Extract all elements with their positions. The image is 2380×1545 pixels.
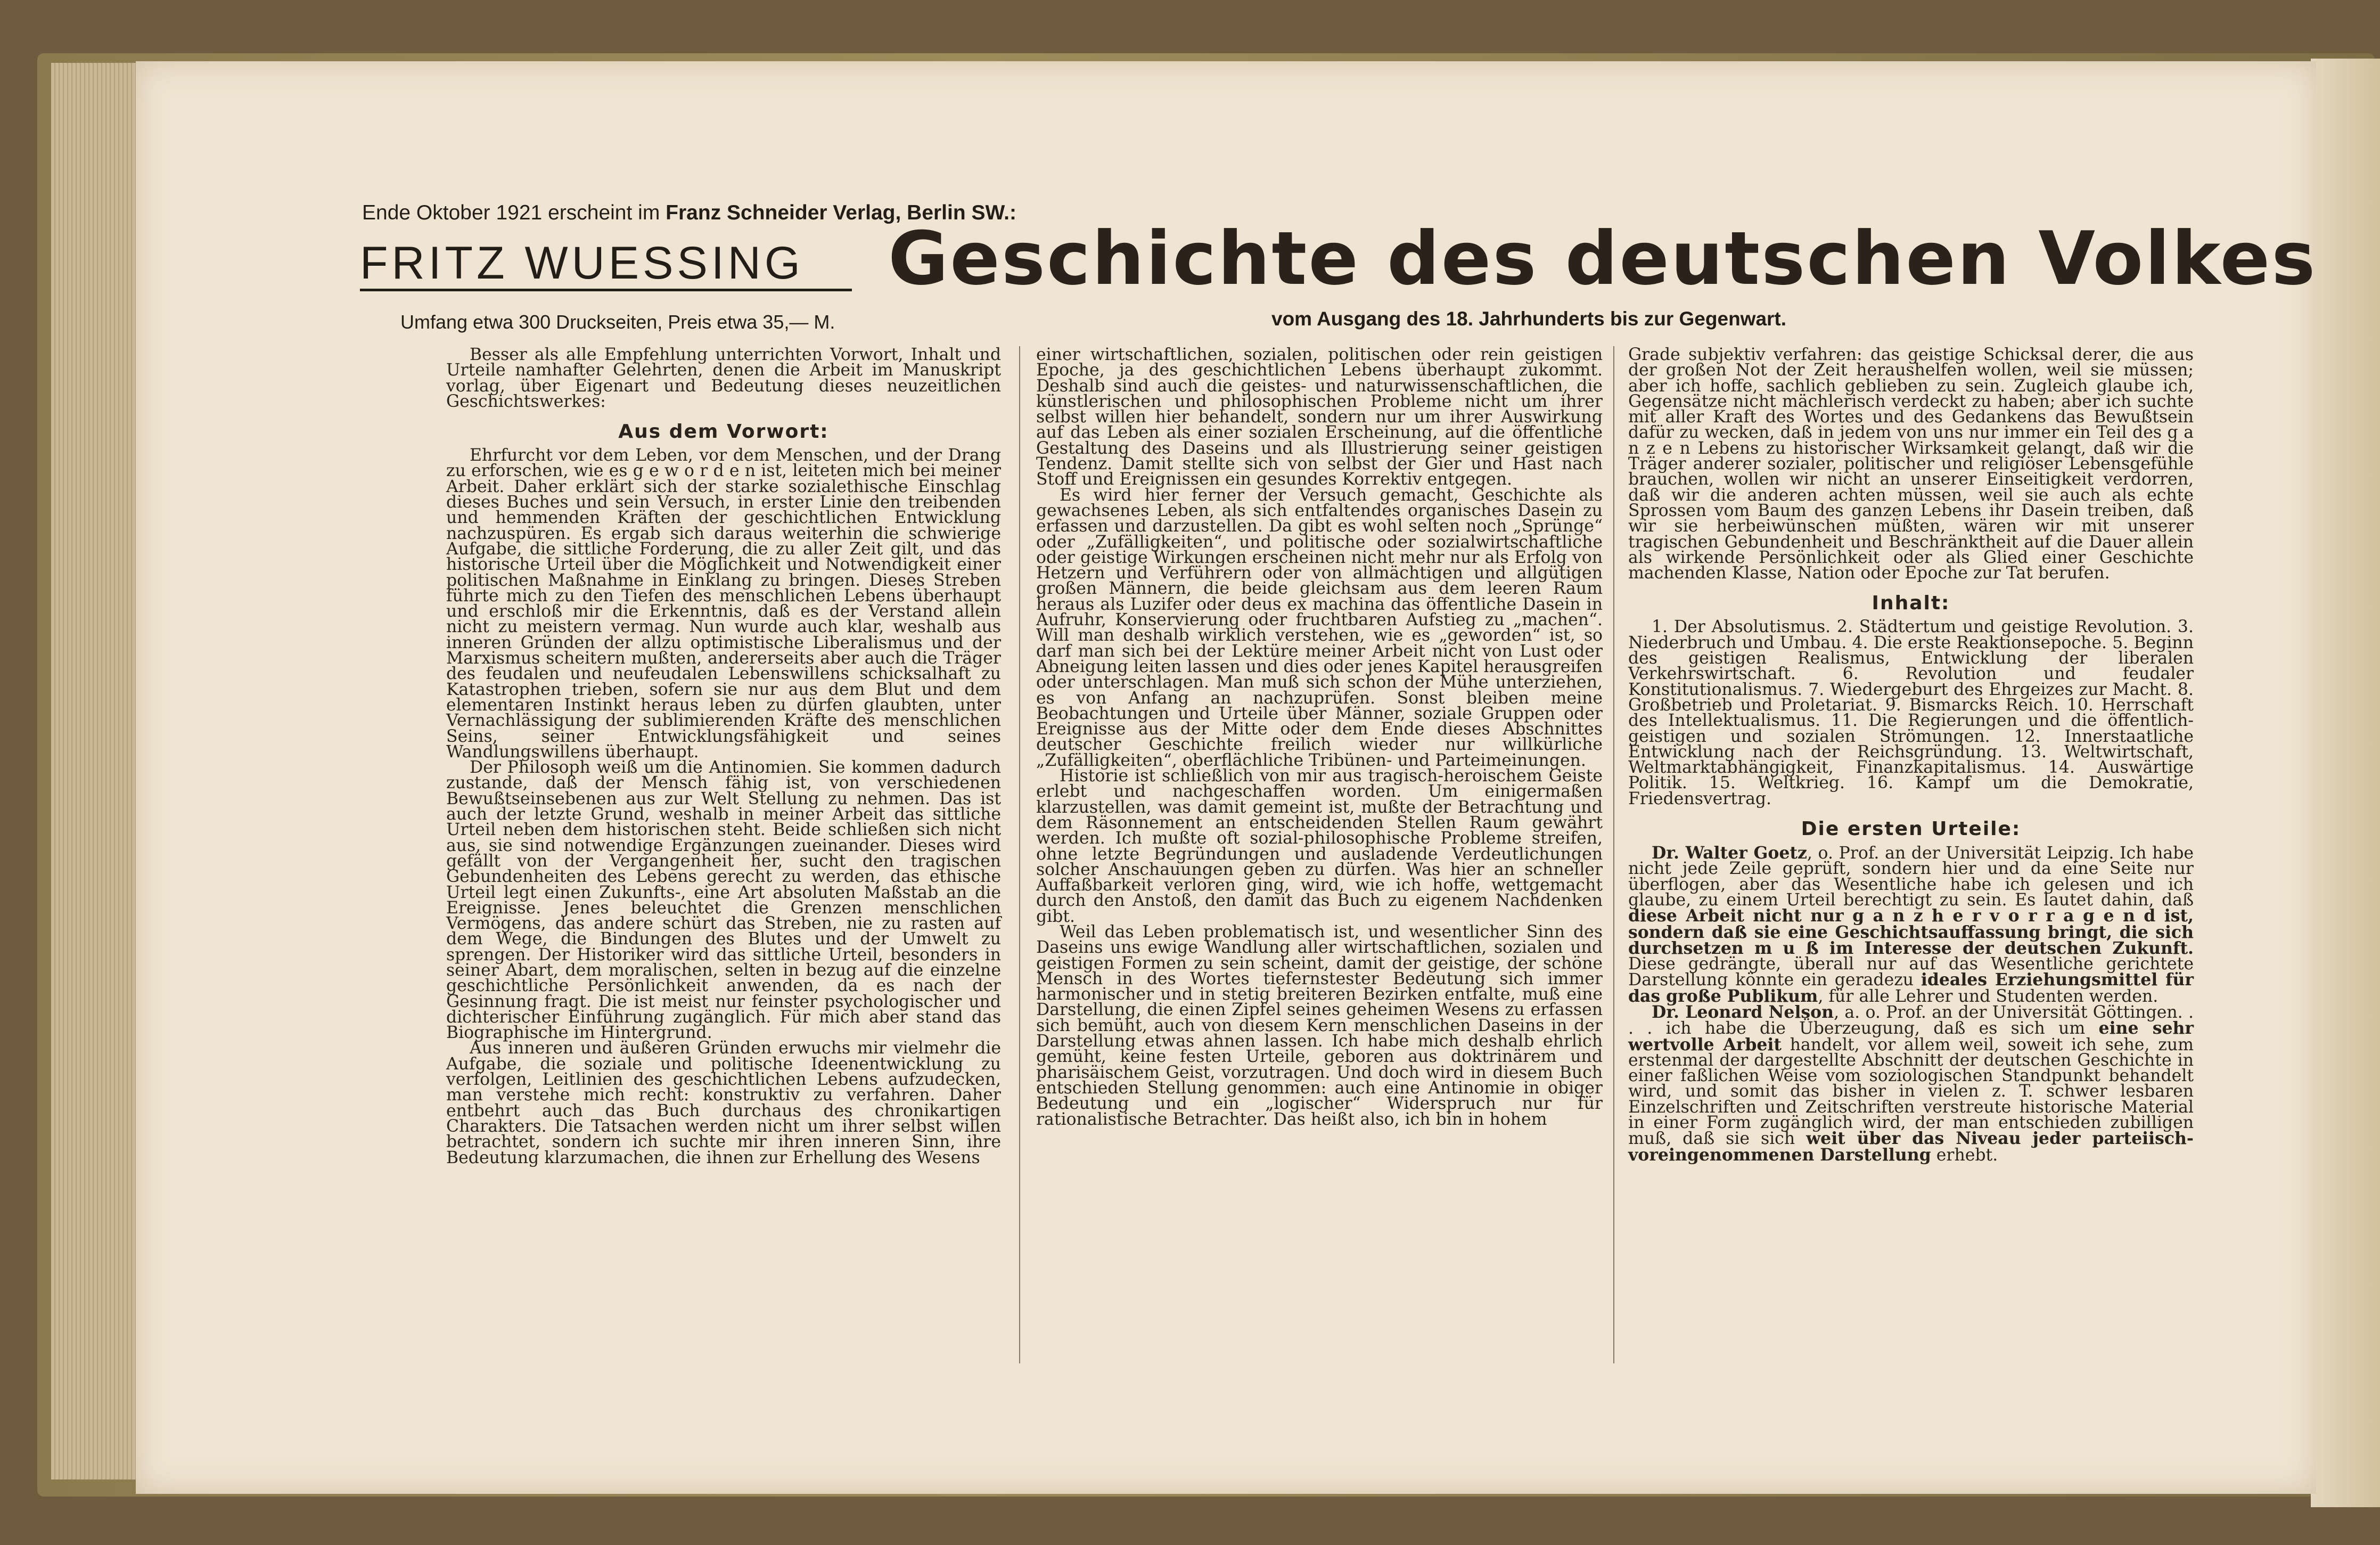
foreword-continued-3: Historie ist schließlich von mir aus tragisch-heroischem Geiste erlebt und nachgeschaffen worden. Um einigermaßen klarzustellen, was damit gemeint ist, mußte der Betrachtung und dem Räsonnement an entscheidenden Stellen Raum gewährt werden. Ich mußte oft sozial-philosophische Probleme streifen, ohne letzte Begründungen und ausladende Verdeutlichungen solcher Anschauungen geben zu dürfen. Was hier an schneller Auffaßbarkeit verloren ging, wird, wie ich hoffe, wettgemacht durch den Anstoß, den damit das Buch zu eigenem Nachdenken gibt.	[1036, 766, 1603, 926]
review-goetz-text-c: , für alle Lehrer und Studenten werden.	[1818, 986, 2159, 1006]
review-nelson-text-c: erhebt.	[1931, 1145, 1998, 1165]
review-nelson	[1628, 1004, 2194, 1163]
intro-paragraph: Besser als alle Empfehlung unterrichten Vorwort, Inhalt und Urteile namhafter Gelehrten, denen die Arbeit im Manuskript vorlag, über Eigenart und Bedeutung dieses neuzeitlichen Geschichtswerkes:	[446, 345, 1001, 411]
reviewer-nelson: Dr. Leonard Nelson	[1652, 1002, 1834, 1022]
author-name: FRITZ WUESSING	[360, 238, 804, 289]
column-middle	[1036, 347, 1603, 1127]
review-nelson-emphasis-1: eine sehr wertvolle Arbeit	[1628, 1018, 2194, 1054]
foreword-continued-4: Weil das Leben problematisch ist, und wesentlicher Sinn des Daseins uns ewige Wandlung aller wirtschaftlichen, sozialen und geistigen Formen zu sein scheint, damit der geistige, der schöne Mensch in des Wortes tiefernstester Bedeutung sich immer harmonischer und in stetig breiteren Bezirken entfalte, muß eine Darstellung, die einen Zipfel seines geheimen Wesens zu erfassen sich bemüht, auch von diesem Kern menschlichen Daseins in der Darstellung etwas ahnen lassen. Ich habe mich deshalb ehrlich gemüht, keine festen Urteile, geboren aus doktrinärem und pharisäischem Geist, vorzutragen. Und doch wird in diesem Buch entschieden Stellung genommen: auch eine Antinomie in obiger Bedeutung und ein „logischer“ Widerspruch nur für rationalistische Betrachter. Das heißt also, ich bin in hohem	[1036, 922, 1603, 1129]
review-goetz-text-b: Diese gedrängte, überall nur auf das Wesentliche gerichtete Darstellung könnte ein geradezu	[1628, 954, 2194, 990]
contents-list: 1. Der Absolutismus. 2. Städtertum und geistige Revolution. 3. Niederbruch und Umbau. 4. Die erste Reaktionsepoche. 5. Beginn des geistigen Realismus, Entwicklung der liberalen Verkehrswirtschaft. 6. Revolution und feudaler Konstitutionalismus. 7. Wiedergeburt des Ehrgeizes zur Macht. 8. Großbetrieb und Proletariat. 9. Bismarcks Reich. 10. Herrschaft des Intellektualismus. 11. Die Regierungen und die öffentlich-geistigen und sozialen Strömungen. 12. Innerstaatliche Entwicklung nach der Reichsgründung. 13. Weltwirtschaft, Weltmarktabhängigkeit, Finanzkapitalismus. 14. Auswärtige Politik. 15. Weltkrieg. 16. Kampf um die Demokratie, Friedensvertrag.	[1628, 617, 2194, 808]
foreword-continued-1: einer wirtschaftlichen, sozialen, politischen oder rein geistigen Epoche, ja des geschichtlichen Lebens überhaupt zukommt. Deshalb sind auch die geistes- und naturwissenschaftlichen, die künstlerischen und philosophischen Probleme nicht um ihrer selbst willen hier behandelt, sondern nur um ihrer Auswirkung auf das Leben als einer sozialen Erscheinung, auf die öffentliche Gestaltung des Daseins und als Illustrierung seiner geistigen Tendenz. Damit stellte sich von selbst der Gier und Hast nach Stoff und Ereignissen ein gesundes Korrektiv entgegen.	[1036, 345, 1603, 489]
review-nelson-text-b: handelt, vor allem weil, soweit ich sehe, zum erstenmal der dargestellte Abschnitt der deutschen Geschichte in einer faßlichen Weise vom soziologischen Standpunkt behandelt wird, und somit das bisher in vielen z. T. schwer lesbaren Einzelschriften und Zeitschriften verstreute historische Material in einer Form zugänglich wird, der man entschieden zubilligen muß, daß sie sich	[1628, 1035, 2194, 1149]
foreword-paragraph-1: Ehrfurcht vor dem Leben, vor dem Menschen, und der Drang zu erforschen, wie es g e w o r d e n ist, leiteten mich bei meiner Arbeit. Daher erklärt sich der starke sozialethische Einschlag dieses Buches und sein Versuch, in erster Linie den treibenden und hemmenden Kräften der geschichtlichen Entwicklung nachzuspüren. Es ergab sich daraus weiterhin die schwierige Aufgabe, die sittliche Forderung, die zu aller Zeit gilt, und das historische Urteil über die Möglichkeit und Notwendigkeit einer politischen Maßnahme in Einklang zu bringen. Dieses Streben führte mich zu den Tiefen des menschlichen Lebens überhaupt und erschloß mir die Erkenntnis, daß es der Verstand allein nicht zu meistern vermag. Nun wurde auch klar, weshalb aus inneren Gründen der allzu optimistische Liberalismus und der Marxismus scheitern mußten, andererseits aber auch die Träger des feudalen und neufeudalen Lebenswillens schicksalhaft zu Katastrophen trieben, sofern sie nur aus dem Blut und dem elementaren Instinkt heraus leben zu dürfen glaubten, unter Vernachlässigung der sublimierenden Kräfte des menschlichen Seins, seiner Entwicklungsfähigkeit und seines Wandlungswillens überhaupt.	[446, 446, 1001, 762]
foreword-paragraph-3: Aus inneren und äußeren Gründen erwuchs mir vielmehr die Aufgabe, die soziale und politische Ideenentwicklung zu verfolgen, Leitlinien des geschichtlichen Lebens aufzudecken, man verstehe mich recht: konstruktiv zu verfahren. Daher entbehrt auch das Buch durchaus des chronikartigen Charakters. Die Tatsachen werden nicht um ihrer selbst willen betrachtet, sondern ich suchte mir ihren inneren Sinn, ihre Bedeutung klarzumachen, die ihnen zur Erhellung des Wesens	[446, 1039, 1001, 1167]
review-goetz	[1628, 845, 2194, 1004]
announcement-prefix: Ende Oktober 1921 erscheint im	[362, 201, 666, 224]
column-divider-2	[1613, 346, 1614, 1363]
book-title: Geschichte des deutschen Volkes	[888, 216, 2317, 301]
review-goetz-emphasis-1: diese Arbeit nicht nur g a n z h e r v o r r a g e n d ist, sondern daß sie eine Geschichtsauffassung bringt, die sich durchsetzen m u ß im Interesse der deutschen Zukunft.	[1628, 906, 2194, 958]
page-stack-edge	[51, 63, 147, 1479]
review-nelson-text-a: , a. o. Prof. an der Universität Göttingen. . . . ich habe die Überzeugung, daß es sich um	[1628, 1002, 2194, 1039]
book-subtitle: vom Ausgang des 18. Jahrhunderts bis zur Gegenwart.	[1271, 308, 1787, 330]
column-left	[446, 347, 1001, 1166]
review-goetz-text-a: , o. Prof. an der Universität Leipzig. Ich habe nicht jede Zeile geprüft, sondern hier und da eine Seite nur überflogen, aber das Wesentliche habe ich gelesen und ich glaube, zu einem Urteil berechtigt zu sein. Es lautet dahin, daß	[1628, 844, 2194, 910]
contents-heading: Inhalt:	[1872, 592, 1950, 615]
foreword-paragraph-2: Der Philosoph weiß um die Antinomien. Sie kommen dadurch zustande, daß der Mensch fähig ist, von verschiedenen Bewußtseinsebenen aus zur Welt Stellung zu nehmen. Das ist auch der letzte Grund, weshalb in meiner Arbeit das sittliche Urteil neben dem historischen steht. Beide schließen sich nicht aus, sie sind notwendige Ergänzungen zueinander. Dieses wird gefällt von der Vergangenheit her, sucht den tragischen Gebundenheiten des Lebens gerecht zu werden, das ethische Urteil legt einen Zukunfts-, eine Art absoluten Maßstab an die Ereignisse. Jenes beleuchtet die Grenzen menschlichen Vermögens, das andere schürt das Streben, nie zu rasten auf dem Wege, die Bindungen des Blutes und der Umwelt zu sprengen. Der Historiker wird das sittliche Urteil, besonders in seiner Abart, dem moralischen, selten in bezug auf die einzelne geschichtliche Persönlichkeit anwenden, da es nach der Gesinnung fragt. Die ist meist nur feinster psychologischer und dichterischer Einführung zugänglich. Für mich aber stand das Biographische im Hintergrund.	[446, 758, 1001, 1043]
review-goetz-emphasis-2: ideales Erziehungsmittel für das große Publikum	[1628, 970, 2194, 1006]
foreword-conclusion: Grade subjektiv verfahren: das geistige Schicksal derer, die aus der großen Not der Zeit heraushelfen wollen, weil sie müssen; aber ich hoffe, sachlich geblieben zu sein. Zugleich glaube ich, Gegensätze nicht mächlerisch verdeckt zu haben; aber ich suchte mit aller Kraft des Wortes und des Gedankens das Bewußtsein dafür zu wecken, daß in jedem von uns nur immer ein Teil des g a n z e n Lebens zu historischer Wirksamkeit gelangt, daß wir die Träger anderer sozialer, politischer und religiöser Lebensgefühle brauchen, wollen wir nicht an unserer Einseitigkeit verdorren, daß wir die anderen achten müssen, weil sie auch als echte Sprossen vom Baum des ganzen Lebens ihr Dasein treiben, daß wir sie herbeiwünschen müßten, wären wir mit unserer tragischen Gebundenheit und Beschränktheit auf die Dauer allein als wirkende Persönlichkeit oder als Glied einer Geschichte machenden Klasse, Nation oder Epoche zur Tat berufen.	[1628, 345, 2194, 583]
reviews-heading: Die ersten Urteile:	[1801, 818, 2021, 840]
facing-page-edge	[2311, 59, 2380, 1507]
publisher-name: Franz Schneider Verlag, Berlin SW.:	[666, 201, 1017, 224]
column-right	[1628, 347, 2194, 1163]
reviewer-goetz: Dr. Walter Goetz	[1652, 843, 1807, 863]
column-divider-1	[1019, 346, 1020, 1363]
foreword-heading: Aus dem Vorwort:	[618, 421, 829, 443]
author-underline	[360, 289, 852, 291]
foreword-continued-2: Es wird hier ferner der Versuch gemacht, Geschichte als gewachsenes Leben, als sich entfaltendes organisches Dasein zu erfassen und darzustellen. Da gibt es wohl selten noch „Sprünge“ oder „Zufälligkeiten“, und politische oder sozialwirtschaftliche oder geistige Wirkungen erscheinen nicht mehr nur als Erfolg von Hetzern und Verführern oder von allmächtigen und allgütigen großen Männern, die beide gleichsam aus dem leeren Raum heraus als Luzifer oder deus ex machina das öffentliche Dasein in Aufruhr, Konservierung oder fruchtbaren Aufstieg zu „machen“. Will man deshalb wirklich verstehen, wie es „geworden“ ist, so darf man sich bei der Lektüre meiner Arbeit nicht von Lust oder Abneigung leiten lassen und dies oder jenes Kapitel herausgreifen oder unterschlagen. Man muß sich schon der Mühe unterziehen, es von Anfang an nachzuprüfen. Sonst bleiben meine Beobachtungen und Urteile über Männer, soziale Gruppen oder Ereignisse aus der Mitte oder dem Ende dieses Abschnittes deutscher Geschichte freilich wieder nur willkürliche „Zufälligkeiten“, oberflächliche Tribünen- und Parteimeinungen.	[1036, 485, 1603, 770]
review-nelson-emphasis-2: weit über das Niveau jeder parteiisch-voreingenommenen Darstellung	[1628, 1129, 2194, 1165]
scope-and-price: Umfang etwa 300 Druckseiten, Preis etwa 35,— M.	[400, 311, 835, 333]
